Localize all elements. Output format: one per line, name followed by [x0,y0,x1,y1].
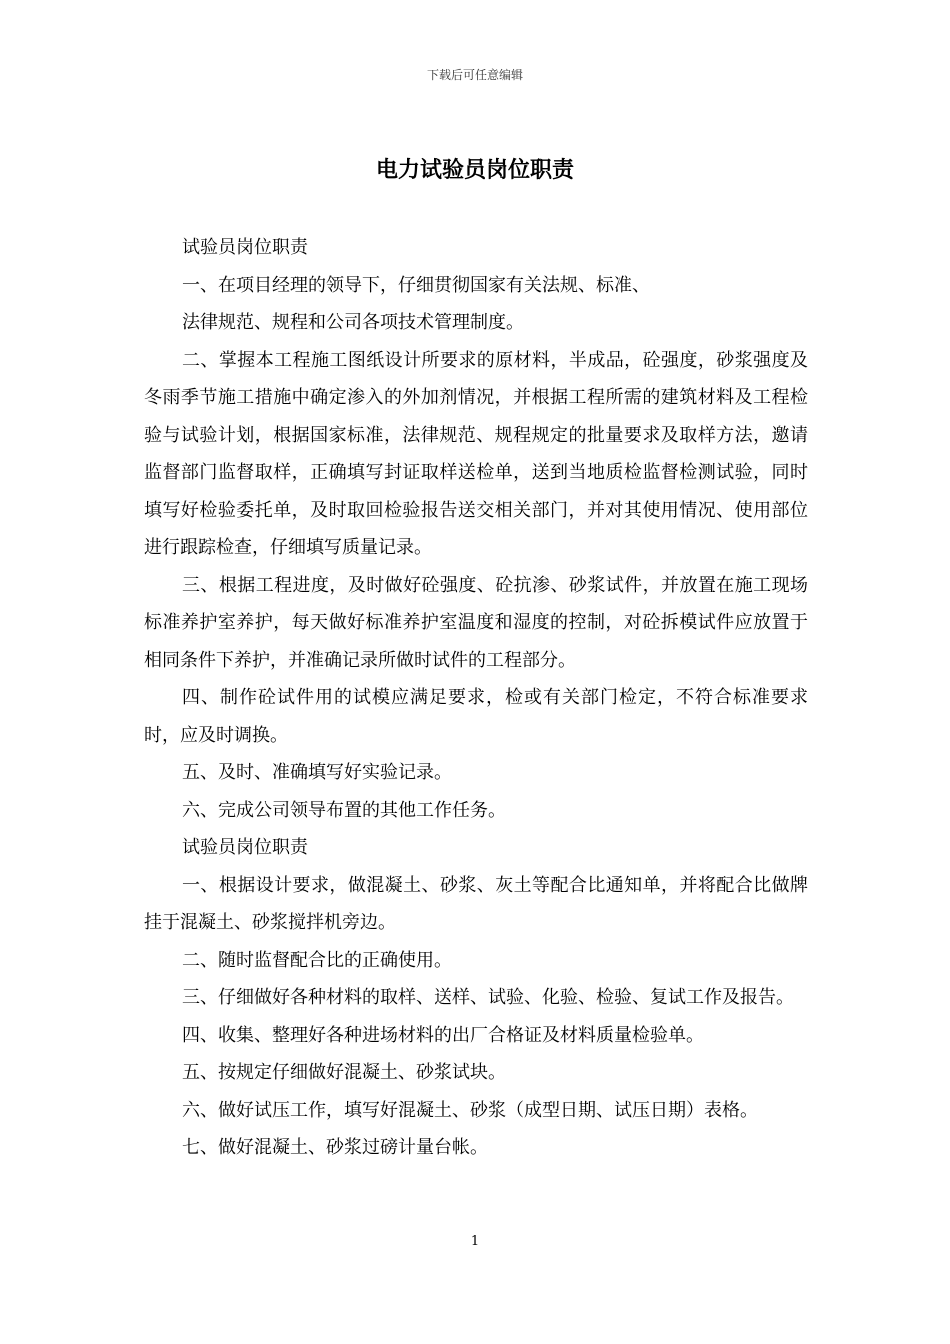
paragraph: 四、制作砼试件用的试模应满足要求，检或有关部门检定，不符合标准要求时，应及时调换。 [144,687,808,746]
section-heading: 试验员岗位职责 [182,237,308,258]
document-title: 电力试验员岗位职责 [375,157,574,183]
document-body [144,229,808,1167]
paragraph: 一、根据设计要求，做混凝土、砂浆、灰土等配合比通知单，并将配合比做牌挂于混凝土、砂浆搅拌机旁边。 [144,874,808,933]
paragraph: 五、按规定仔细做好混凝土、砂浆试块。 [182,1062,506,1083]
paragraph: 六、完成公司领导布置的其他工作任务。 [182,799,506,821]
paragraph: 四、收集、整理好各种进场材料的出厂合格证及材料质量检验单。 [182,1024,704,1046]
paragraph: 法律规范、规程和公司各项技术管理制度。 [182,312,524,333]
header-note: 下载后可任意编辑 [426,68,523,82]
paragraph: 五、及时、准确填写好实验记录。 [182,762,452,783]
paragraph: 三、仔细做好各种材料的取样、送样、试验、化验、检验、复试工作及报告。 [182,987,794,1008]
page-number: 1 [470,1234,480,1249]
section-heading: 试验员岗位职责 [182,837,308,858]
paragraph: 三、根据工程进度，及时做好砼强度、砼抗渗、砂浆试件，并放置在施工现场标准养护室养护，每天做好标准养护室温度和湿度的控制，对砼拆模试件应放置于相同条件下养护，并准确记录所做时试件的工程部分。 [144,574,808,671]
paragraph: 六、做好试压工作，填写好混凝土、砂浆（成型日期、试压日期）表格。 [182,1099,758,1121]
paragraph: 二、随时监督配合比的正确使用。 [182,949,452,971]
paragraph: 七、做好混凝土、砂浆过磅计量台帐。 [182,1137,488,1158]
paragraph: 二、掌握本工程施工图纸设计所要求的原材料，半成品，砼强度，砂浆强度及冬雨季节施工措施中确定渗入的外加剂情况，并根据工程所需的建筑材料及工程检验与试验计划，根据国家标准，法律规范、规程规定的批量要求及取样方法，邀请监督部门监督取样，正确填写封证取样送检单，送到当地质检监督检测试验，同时填写好检验委托单，及时取回检验报告送交相关部门，并对其使用情况、使用部位进行跟踪检查，仔细填写质量记录。 [144,349,808,558]
paragraph: 一、在项目经理的领导下，仔细贯彻国家有关法规、标准、 [182,274,650,296]
